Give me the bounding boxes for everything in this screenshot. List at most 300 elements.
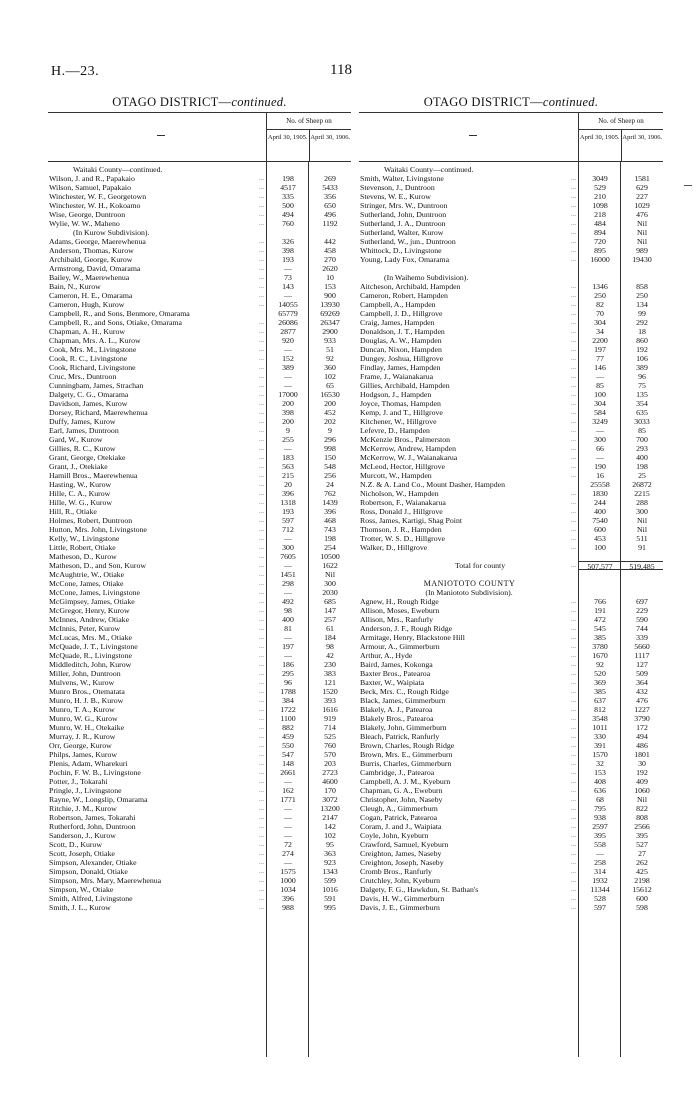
leader-dots: ... <box>571 346 576 353</box>
section-heading-text: (In Waihemo Subdivision). <box>384 273 469 282</box>
leader-dots: ... <box>259 247 264 254</box>
leader-dots: ... <box>571 544 576 551</box>
table-row <box>48 741 351 750</box>
sheep-1905: 335 <box>282 192 294 201</box>
right-table-header <box>359 112 663 162</box>
sheep-1905: 4517 <box>280 183 296 192</box>
owner-name: Munro, H. J. B., Kurow <box>49 696 124 705</box>
leader-dots: ... <box>259 382 264 389</box>
sheep-1906: 2900 <box>322 327 338 336</box>
sheep-1906: 135 <box>636 390 648 399</box>
sheep-1905: 190 <box>594 462 606 471</box>
table-row <box>48 687 351 696</box>
leader-dots: ... <box>571 868 576 875</box>
sheep-1905: 812 <box>594 705 606 714</box>
leader-dots: ... <box>259 535 264 542</box>
table-row <box>48 903 351 912</box>
sheep-1906: 270 <box>324 255 336 264</box>
sheep-1906: 2566 <box>634 822 650 831</box>
leader-dots: ... <box>259 850 264 857</box>
sheep-1906: 9 <box>328 426 332 435</box>
owner-name: Pochin, F. W. B., Livingstone <box>49 768 141 777</box>
sheep-1905: 200 <box>282 399 294 408</box>
sheep-1906: 598 <box>636 903 648 912</box>
sheep-1906: 919 <box>324 714 336 723</box>
table-row <box>48 732 351 741</box>
sheep-1906: 525 <box>324 732 336 741</box>
owner-name: Frame, J., Waianakarua <box>360 372 434 381</box>
spacer <box>359 570 663 579</box>
sheep-1906: 65 <box>326 381 334 390</box>
sheep-1905: 274 <box>282 849 294 858</box>
leader-dots: ... <box>571 436 576 443</box>
table-row <box>48 363 351 372</box>
leader-dots: ... <box>571 805 576 812</box>
sheep-1905: 1100 <box>280 714 296 723</box>
leader-dots: ... <box>259 751 264 758</box>
sheep-1906: 685 <box>324 597 336 606</box>
sheep-1905: 760 <box>282 219 294 228</box>
owner-name: Holmes, Robert, Duntroon <box>49 516 133 525</box>
sheep-1906: 293 <box>636 444 648 453</box>
leader-dots: ... <box>571 472 576 479</box>
sheep-1906: 98 <box>326 642 334 651</box>
sheep-1906: 425 <box>636 867 648 876</box>
table-row <box>48 453 351 462</box>
sheep-1905: — <box>284 372 292 381</box>
sheep-1905: 1932 <box>592 876 608 885</box>
leader-dots: ... <box>259 508 264 515</box>
table-row <box>359 318 663 327</box>
table-row <box>359 849 663 858</box>
sheep-1905: 20 <box>284 480 292 489</box>
owner-name: Cambridge, J., Patearoa <box>360 768 435 777</box>
owner-name: Winchester, W. F., Georgetown <box>49 192 147 201</box>
sheep-1906: 354 <box>636 399 648 408</box>
sheep-1905: 584 <box>594 408 606 417</box>
table-row <box>359 363 663 372</box>
leader-dots: ... <box>259 391 264 398</box>
sheep-1905: 920 <box>282 336 294 345</box>
owner-name: Campbell, A. J. M., Kyeburn <box>360 777 451 786</box>
sheep-1906: 900 <box>324 291 336 300</box>
sheep-1906: 3033 <box>634 417 650 426</box>
table-row <box>359 705 663 714</box>
owner-name: McInnes, Andrew, Otiake <box>49 615 130 624</box>
leader-dots: ... <box>259 418 264 425</box>
sheep-1905: 1788 <box>280 687 296 696</box>
table-row <box>48 219 351 228</box>
owner-name: Orr, George, Kurow <box>49 741 112 750</box>
owner-name: Bleach, Patrick, Ranfurly <box>360 732 440 741</box>
sheep-1905: 712 <box>282 525 294 534</box>
sheep-1906: 10500 <box>320 552 340 561</box>
sheep-1906: 102 <box>324 372 336 381</box>
owner-name: Creighton, Joseph, Naseby <box>360 858 444 867</box>
owner-name: Blakely, A. J., Patearoa <box>360 705 433 714</box>
sheep-1905: 938 <box>594 813 606 822</box>
owner-name: Simpson, Donald, Otiake <box>49 867 128 876</box>
table-row <box>48 489 351 498</box>
table-row <box>48 750 351 759</box>
table-row <box>48 444 351 453</box>
table-row <box>359 516 663 525</box>
sheep-1906: 172 <box>636 723 648 732</box>
sheep-1905: — <box>284 588 292 597</box>
sheep-1906: 256 <box>324 471 336 480</box>
owner-name: Gillies, Archibald, Hampden <box>360 381 450 390</box>
owner-name: McGregor, Henry, Kurow <box>49 606 130 615</box>
owner-name: Simpson, Mrs. Mary, Maerewhenua <box>49 876 162 885</box>
sheep-1906: 1029 <box>634 201 650 210</box>
leader-dots: ... <box>571 184 576 191</box>
sheep-1905: 396 <box>282 489 294 498</box>
table-row <box>359 750 663 759</box>
table-row <box>359 597 663 606</box>
sheep-1906: 262 <box>636 858 648 867</box>
sheep-1905: 1570 <box>592 750 608 759</box>
sheep-1906: 250 <box>636 291 648 300</box>
sheep-1905: — <box>284 651 292 660</box>
section-heading <box>359 165 663 174</box>
owner-name: Cook, Mrs. M., Livingstone <box>49 345 137 354</box>
sheep-1906: 288 <box>636 498 648 507</box>
leader-dots: ... <box>259 580 264 587</box>
sheep-1905: 143 <box>282 282 294 291</box>
owner-name: Rutherford, John, Duntroon <box>49 822 136 831</box>
sheep-1906: 1192 <box>322 219 338 228</box>
col-1906-header: April 30, 1906. <box>622 134 663 141</box>
sheep-1905: 400 <box>282 615 294 624</box>
section-heading <box>48 165 351 174</box>
sheep-1905: 1451 <box>280 570 296 579</box>
table-row <box>48 417 351 426</box>
table-row <box>48 651 351 660</box>
leader-dots: ... <box>259 895 264 902</box>
leader-dots: ... <box>571 814 576 821</box>
table-row <box>359 507 663 516</box>
owner-name: Baird, James, Kokonga <box>360 660 433 669</box>
table-row <box>48 318 351 327</box>
sheep-1905: 77 <box>596 354 604 363</box>
owner-name: McQuade, R., Livingstone <box>49 651 132 660</box>
leader-dots: ... <box>259 634 264 641</box>
sheep-1905: 326 <box>282 237 294 246</box>
owner-name: Munro, W. G., Kurow <box>49 714 118 723</box>
sheep-1906: 400 <box>636 453 648 462</box>
sheep-1906: 860 <box>636 336 648 345</box>
right-column <box>359 92 663 1057</box>
leader-dots: ... <box>571 733 576 740</box>
sheep-1905: 484 <box>594 219 606 228</box>
sheep-1906: 527 <box>636 840 648 849</box>
table-row <box>48 615 351 624</box>
table-row <box>359 525 663 534</box>
table-row <box>359 309 663 318</box>
sheep-1905: 492 <box>282 597 294 606</box>
leader-dots: ... <box>259 220 264 227</box>
sheep-1905: — <box>596 453 604 462</box>
table-row <box>48 813 351 822</box>
sheep-1905: — <box>284 777 292 786</box>
leader-dots: ... <box>259 616 264 623</box>
sheep-1906: 203 <box>324 759 336 768</box>
left-table-body <box>48 162 351 1057</box>
sheep-1906: 762 <box>324 489 336 498</box>
leader-dots: ... <box>571 256 576 263</box>
sheep-1906: 458 <box>324 246 336 255</box>
leader-dots: ... <box>571 427 576 434</box>
owner-name: Joyce, Thomas, Hampden <box>360 399 441 408</box>
sheep-1906: 822 <box>636 804 648 813</box>
sheep-1905: 300 <box>594 435 606 444</box>
owner-name: McInnis, Peter, Kurow <box>49 624 121 633</box>
owner-name: Davis, H. W., Gimmerburn <box>360 894 445 903</box>
owner-name: Robertson, F., Waianakarua <box>360 498 446 507</box>
spacer <box>359 552 663 561</box>
leader-dots: ... <box>571 643 576 650</box>
owner-name: Dalgety, F. G., Hawkdun, St. Bathan's <box>360 885 479 894</box>
table-row <box>359 192 663 201</box>
table-row <box>48 678 351 687</box>
leader-dots: ... <box>571 634 576 641</box>
sheep-1905: 398 <box>282 246 294 255</box>
table-row <box>48 516 351 525</box>
table-row <box>48 381 351 390</box>
leader-dots: ... <box>259 328 264 335</box>
leader-dots: ... <box>571 787 576 794</box>
sheep-1905: 636 <box>594 786 606 795</box>
sheep-1905: — <box>284 858 292 867</box>
table-row <box>359 300 663 309</box>
table-row <box>48 777 351 786</box>
table-row <box>48 849 351 858</box>
margin-mark <box>684 185 692 186</box>
sheep-1905: 25558 <box>590 480 610 489</box>
sheep-1906: 600 <box>636 894 648 903</box>
sheep-1906: 25 <box>638 471 646 480</box>
sheep-1905: 882 <box>282 723 294 732</box>
sheep-1906: 364 <box>636 678 648 687</box>
leader-dots: ... <box>259 238 264 245</box>
sheep-1905: 14055 <box>278 300 298 309</box>
leader-dots: ... <box>259 472 264 479</box>
table-row <box>359 174 663 183</box>
owner-name: Crawford, Samuel, Kyeburn <box>360 840 449 849</box>
table-row <box>48 804 351 813</box>
right-title <box>359 92 663 112</box>
owner-name: Coram, J. and J., Waipiata <box>360 822 442 831</box>
sheep-1906: 26872 <box>632 480 652 489</box>
sheep-1905: 215 <box>282 471 294 480</box>
table-row <box>359 732 663 741</box>
leader-dots: ... <box>571 490 576 497</box>
sheep-1905: — <box>284 534 292 543</box>
owner-name: McQuade, J. T., Livingstone <box>49 642 138 651</box>
owner-name: Coyle, John, Kyeburn <box>360 831 429 840</box>
sheep-1905: 988 <box>282 903 294 912</box>
sheep-1905: 304 <box>594 318 606 327</box>
sheep-1906: 760 <box>324 741 336 750</box>
owner-name: Grant, J., Otekiake <box>49 462 108 471</box>
leader-dots: ... <box>571 445 576 452</box>
sheep-1905: 16 <box>596 471 604 480</box>
sheep-1906: 519,485 <box>621 561 663 570</box>
sheep-1905: — <box>284 804 292 813</box>
leader-dots: ... <box>571 796 576 803</box>
table-row <box>48 597 351 606</box>
sheep-1906: 393 <box>324 696 336 705</box>
sheep-1906: 995 <box>324 903 336 912</box>
sheep-1905: 507,577 <box>579 561 621 570</box>
sheep-1906: 743 <box>324 525 336 534</box>
owner-name: Brown, Mrs. E., Gimmerburn <box>360 750 453 759</box>
owner-name: Cleugh, A., Gimmerburn <box>360 804 438 813</box>
table-row <box>48 282 351 291</box>
table-row <box>359 462 663 471</box>
sheep-1906: 16530 <box>320 390 340 399</box>
sheep-1905: 395 <box>594 831 606 840</box>
owner-name: Wise, George, Duntroon <box>49 210 126 219</box>
sheep-1906: 5433 <box>322 183 338 192</box>
table-row <box>359 255 663 264</box>
leader-dots: ... <box>571 697 576 704</box>
sheep-1905: 200 <box>282 417 294 426</box>
sheep-1906: 5660 <box>634 642 650 651</box>
county-heading <box>359 579 663 588</box>
table-row <box>48 327 351 336</box>
owner-name: Cromb Bros., Ranfurly <box>360 867 432 876</box>
leader-dots: ... <box>571 382 576 389</box>
leader-dots: ... <box>571 679 576 686</box>
sheep-1906: 227 <box>636 192 648 201</box>
sheep-1906: 496 <box>324 210 336 219</box>
sheep-1906: 2030 <box>322 588 338 597</box>
sheep-1905: — <box>284 813 292 822</box>
table-row <box>359 885 663 894</box>
sheep-1905: 528 <box>594 894 606 903</box>
table-row <box>359 498 663 507</box>
leader-dots: ... <box>571 724 576 731</box>
table-row <box>48 894 351 903</box>
table-row <box>359 543 663 552</box>
owner-name: Lefevre, D., Hampden <box>360 426 430 435</box>
owner-name: Hille, W. G., Kurow <box>49 498 113 507</box>
sheep-1905: 298 <box>282 579 294 588</box>
leader-dots: ... <box>571 247 576 254</box>
owner-name: Stevens, W. E., Kurow <box>360 192 431 201</box>
leader-dots: ... <box>259 490 264 497</box>
sheep-1905: 210 <box>594 192 606 201</box>
sheep-1905: 244 <box>594 498 606 507</box>
table-row <box>48 462 351 471</box>
owner-name: Walker, D., Hillgrove <box>360 543 428 552</box>
owner-name: Ritchie, J. M., Kurow <box>49 804 117 813</box>
sheep-1905: 70 <box>596 309 604 318</box>
sheep-1906: 127 <box>636 660 648 669</box>
table-row <box>48 210 351 219</box>
owner-name: Douglas, A. W., Hampden <box>360 336 442 345</box>
sheep-1905: 330 <box>594 732 606 741</box>
leader-dots: ... <box>259 832 264 839</box>
spacer <box>359 264 663 273</box>
sheep-1905: 459 <box>282 732 294 741</box>
owner-name: N.Z. & A. Land Co., Mount Dasher, Hampden <box>360 480 505 489</box>
sheep-1905: 148 <box>282 759 294 768</box>
sheep-1906: 858 <box>636 282 648 291</box>
table-row <box>359 741 663 750</box>
col-1905-header: April 30, 1905. <box>267 130 310 161</box>
sheep-1905: 408 <box>594 777 606 786</box>
sheep-1905: — <box>284 822 292 831</box>
leader-dots: ... <box>259 571 264 578</box>
table-row <box>359 336 663 345</box>
table-row <box>48 768 351 777</box>
leader-dots: ... <box>571 841 576 848</box>
table-row <box>359 354 663 363</box>
section-heading-text: (In Kurow Subdivision). <box>73 228 150 237</box>
leader-dots: ... <box>571 337 576 344</box>
table-row <box>48 858 351 867</box>
leader-dots: ... <box>571 373 576 380</box>
table-row <box>359 201 663 210</box>
leader-dots: ... <box>571 607 576 614</box>
sheep-1905: 563 <box>282 462 294 471</box>
sheep-1906: 395 <box>636 831 648 840</box>
sheep-1906: 452 <box>324 408 336 417</box>
sheep-1906: 697 <box>636 597 648 606</box>
owner-name: Gard, W., Kurow <box>49 435 103 444</box>
sheep-1905: 597 <box>282 516 294 525</box>
sheep-1905: 7605 <box>280 552 296 561</box>
leader-dots: ... <box>259 733 264 740</box>
leader-dots: ... <box>571 778 576 785</box>
table-row <box>359 660 663 669</box>
table-row <box>48 336 351 345</box>
sheep-1905: 766 <box>594 597 606 606</box>
table-row <box>359 804 663 813</box>
sheep-1905: 597 <box>594 903 606 912</box>
leader-dots: ... <box>259 823 264 830</box>
owner-name: Little, Robert, Otiake <box>49 543 116 552</box>
owner-name: Allison, Moses, Eweburn <box>360 606 440 615</box>
sheep-1905: 258 <box>594 858 606 867</box>
table-row <box>359 381 663 390</box>
table-row <box>359 651 663 660</box>
owner-name: Armitage, Henry, Blackstone Hill <box>360 633 465 642</box>
sheep-1905: 73 <box>284 273 292 282</box>
owner-name: Wilson, J. and R., Papakaio <box>49 174 135 183</box>
owner-name: Hill, R., Otiake <box>49 507 97 516</box>
right-rows <box>359 162 663 912</box>
sheep-1906: 476 <box>636 696 648 705</box>
sheep-1906: Nil <box>637 525 647 534</box>
owner-name: Sutherland, Walter, Kurow <box>360 228 444 237</box>
owner-name: Beck, Mrs. C., Rough Ridge <box>360 687 449 696</box>
leader-dots: ... <box>571 625 576 632</box>
table-row <box>48 696 351 705</box>
leader-dots: ... <box>259 769 264 776</box>
sheep-1905: 3049 <box>592 174 608 183</box>
owner-name: Stevenson, J., Duntroon <box>360 183 435 192</box>
sheep-1905: 2200 <box>592 336 608 345</box>
leader-dots: ... <box>571 877 576 884</box>
sheep-1906: 494 <box>636 732 648 741</box>
table-row <box>48 498 351 507</box>
table-row <box>48 480 351 489</box>
owner-name: Young, Lady Fox, Omarama <box>360 255 450 264</box>
leader-dots: ... <box>571 751 576 758</box>
